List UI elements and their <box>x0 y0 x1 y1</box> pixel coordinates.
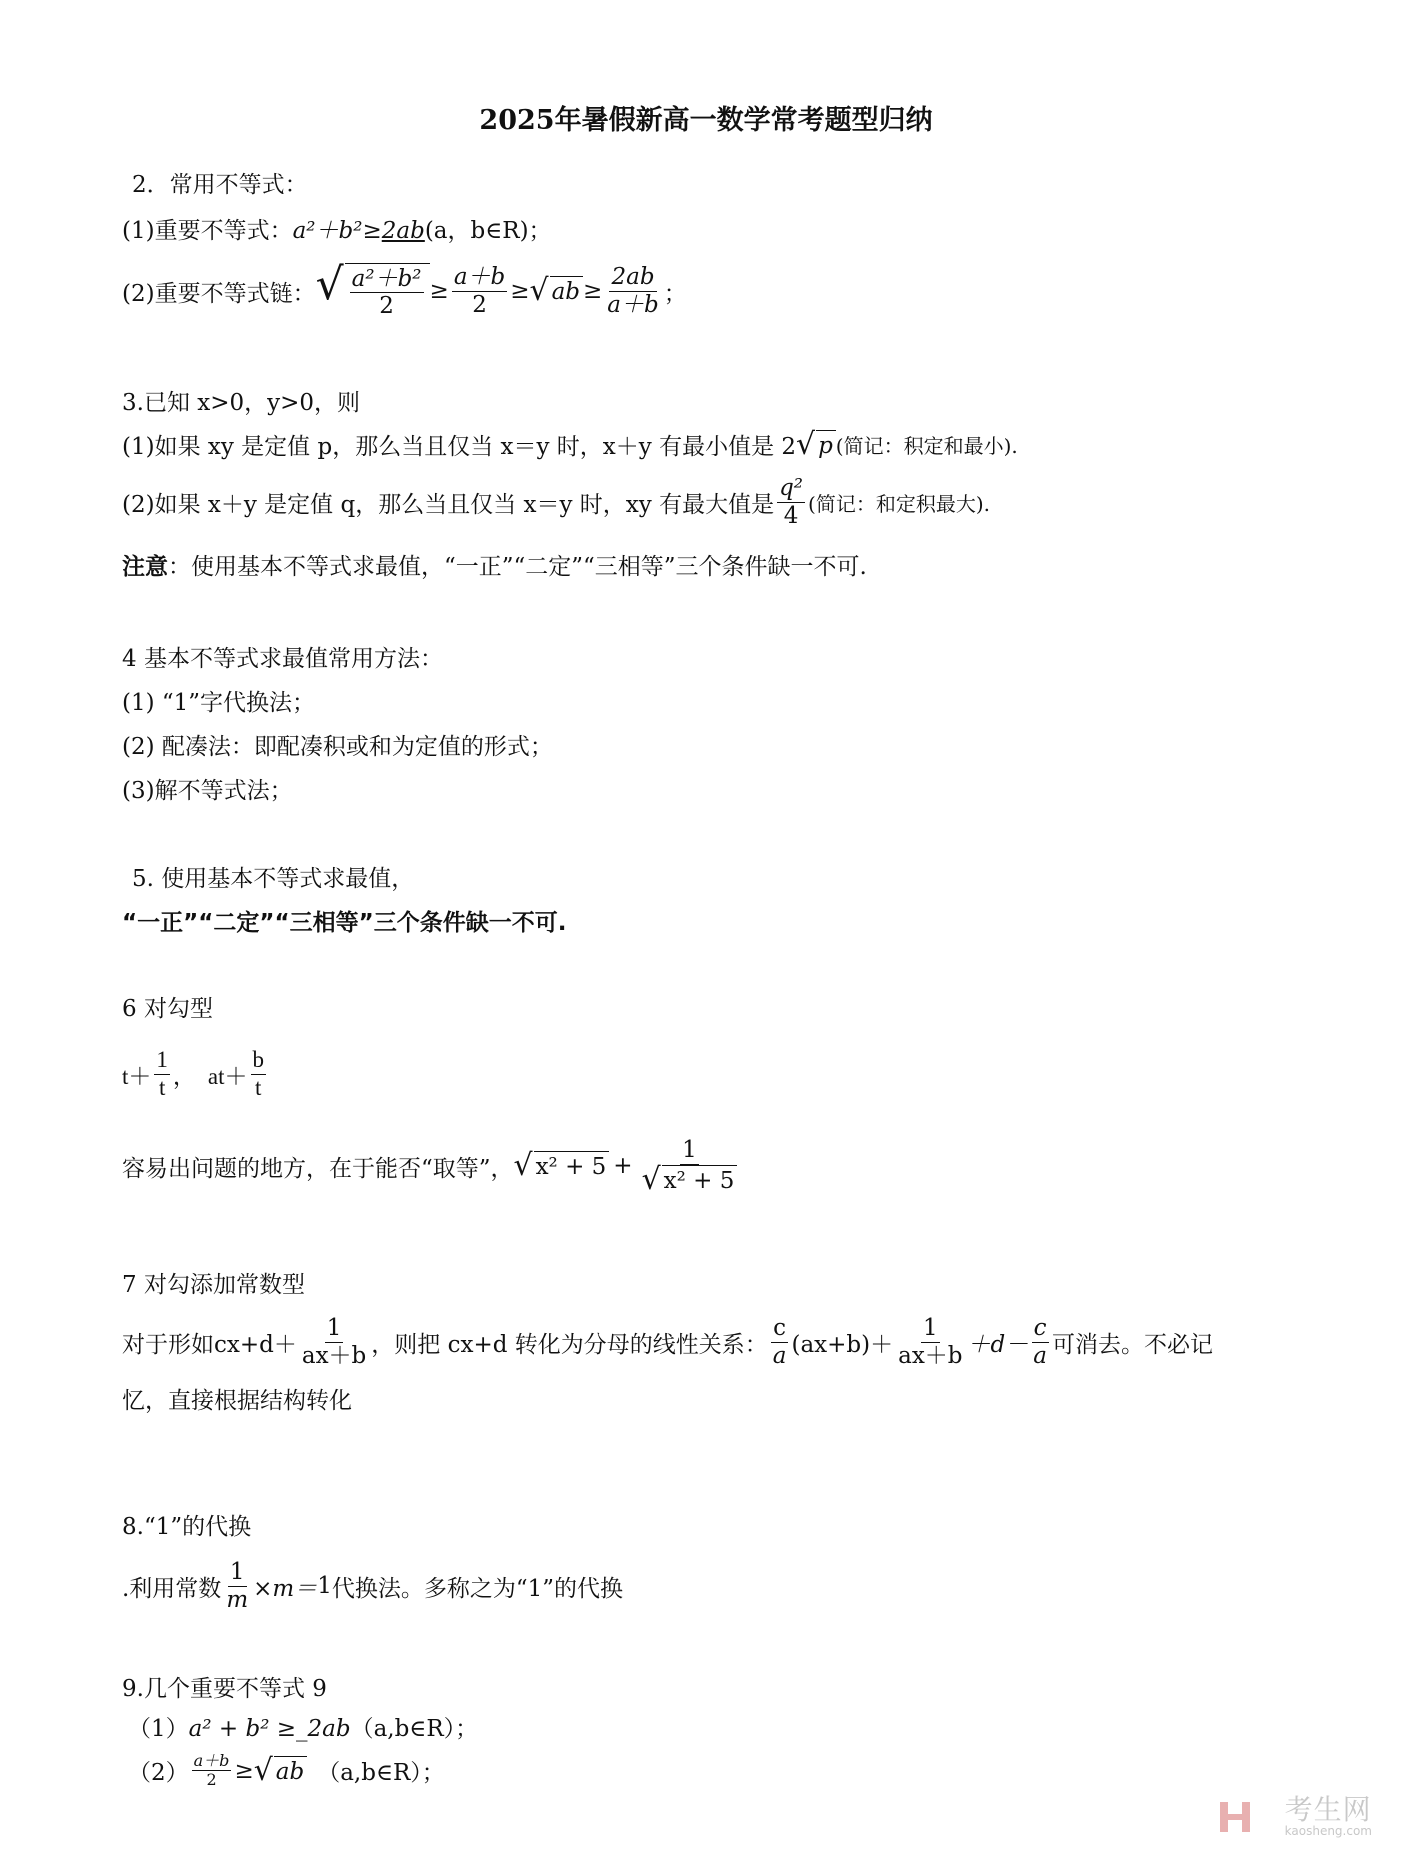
s9-item-2-label: （2） <box>128 1760 189 1787</box>
ineq-chain-geo: √ ab <box>530 276 583 306</box>
s5-heading: 5. 使用基本不等式求最值， <box>132 866 415 892</box>
s3-heading: 3.已知 x>0，y>0，则 <box>122 390 361 416</box>
s2-line2: (2)重要不等式链： √ $\frac{\text{a²＋b²}}{2}$ ≥ $\frac{a+b}{2}$ ≥ √ ab ≥ $\frac{2ab}{a+b}$ ； <box>122 258 687 319</box>
ineq-chain-sqrt: √ $\frac{\text{a²＋b²}}{2}$ <box>316 263 430 320</box>
s9-item-1-label: （1） <box>128 1716 189 1742</box>
s6-text-line: 容易出问题的地方，在于能否“取等”， √ x² + 5 + 1 √ x² + 5 <box>122 1124 742 1208</box>
s8-p2: 代换法。多称之为“1”的代换 <box>331 1575 624 1602</box>
s2-line1 <box>122 212 552 245</box>
s7-heading: 7 对勾添加常数型 <box>122 1272 305 1298</box>
ineq-chain-harm: $\frac{2ab}{a+b}$ <box>607 264 659 318</box>
s8-p1: .利用常数 <box>122 1575 222 1602</box>
s7-p4: 忆，直接根据结构转化 <box>122 1388 352 1414</box>
s2-heading: 2．常用不等式： <box>132 172 308 198</box>
s3-line2-text: (2)如果 x＋y 是定值 q，那么当且仅当 x＝y 时，xy 有最大值是 <box>122 491 775 518</box>
s6-formula-sep: ， <box>172 1063 196 1089</box>
page-title: 2025年暑假新高一数学常考题型归纳 <box>479 105 933 136</box>
s9-item-2: （2） $\frac{a+b}{2}$ ≥ √ ab （a,b∈R）； <box>128 1751 445 1790</box>
ineq-chain-mean: $\frac{a+b}{2}$ <box>453 264 506 318</box>
kaosheng-logo-icon <box>1218 1800 1252 1834</box>
s4-item-1: (1) “1”字代换法； <box>122 690 316 716</box>
s7-line1: 对于形如 cx+d＋ $\frac{1}{ax+b}$ ，则把 cx+d 转化为分母的线性关系： $\frac{c}{a}$ (ax+b)＋ $\frac{1}{ax+b}$ ＋d－ $\frac{c}{a}$ 可消去。不必记 <box>122 1315 1213 1369</box>
s7-p3: 可消去。不必记 <box>1051 1331 1213 1358</box>
s2-line2-prefix: (2)重要不等式链： <box>122 280 316 307</box>
watermark-en: kaosheng.com <box>1284 1824 1372 1838</box>
s4-item-2: (2) 配凑法：即配凑积或和为定值的形式； <box>122 734 553 760</box>
s3-line1-text: (1)如果 xy 是定值 p，那么当且仅当 x＝y 时，x＋y 有最小值是 2 <box>122 434 797 460</box>
s3-note-label: 注意 <box>122 553 168 580</box>
s2-line1-suffix: (a，b∈R)； <box>424 218 552 244</box>
s9-item-1-tail: （a,b∈R）； <box>350 1716 479 1742</box>
sqrt-p: √ p <box>796 430 836 460</box>
q-squared-over-4: $\frac{\text{q²}}{4}$ <box>779 475 804 529</box>
s8-line: .利用常数 $\frac{1}{m}$ ×m＝ 1 代换法。多称之为“1”的代换 <box>122 1559 624 1613</box>
sqrt-x2-5: √ x² + 5 <box>514 1151 610 1181</box>
s6-heading: 6 对勾型 <box>122 996 213 1022</box>
s3-note <box>122 548 867 581</box>
s9-item-2-tail: （a,b∈R）； <box>317 1760 445 1787</box>
s5-line: “一正”“二定”“三相等”三个条件缺一不可. <box>122 910 567 936</box>
s9-item-1: （1）a² + b² ≥_2ab（a,b∈R）； <box>128 1716 479 1742</box>
s7-p2: ，则把 cx+d 转化为分母的线性关系： <box>371 1331 768 1358</box>
s6-formula: t＋ $\frac{1}{t}$ ， at＋ $\frac{b}{t}$ <box>122 1047 264 1100</box>
s2-line1-underlined: 2ab <box>381 218 425 244</box>
s2-line1-prefix: (1)重要不等式： <box>122 218 293 244</box>
watermark-cn: 考生网 <box>1284 1793 1372 1826</box>
s3-line2-end: (简记：和定积最大). <box>808 491 990 516</box>
s6-text: 容易出问题的地方，在于能否“取等”， <box>122 1155 514 1182</box>
s3-note-text: ：使用基本不等式求最值，“一正”“二定”“三相等”三个条件缺一不可. <box>168 554 867 580</box>
s2-line1-formula: a²＋b²≥ <box>292 218 382 244</box>
s4-item-3: (3)解不等式法； <box>122 778 293 804</box>
watermark <box>1285 1788 1372 1838</box>
one-over-sqrt-x2-5: 1 √ x² + 5 <box>640 1137 740 1194</box>
s4-heading: 4 基本不等式求最值常用方法： <box>122 646 443 672</box>
s3-line2 <box>122 472 990 532</box>
s8-heading: 8.“1”的代换 <box>122 1514 252 1540</box>
s3-line1 <box>122 428 1018 461</box>
s7-p1: 对于形如 <box>122 1331 214 1358</box>
s9-heading: 9.几个重要不等式 9 <box>122 1676 327 1702</box>
s3-line1-end: (简记：积定和最小). <box>835 434 1018 458</box>
